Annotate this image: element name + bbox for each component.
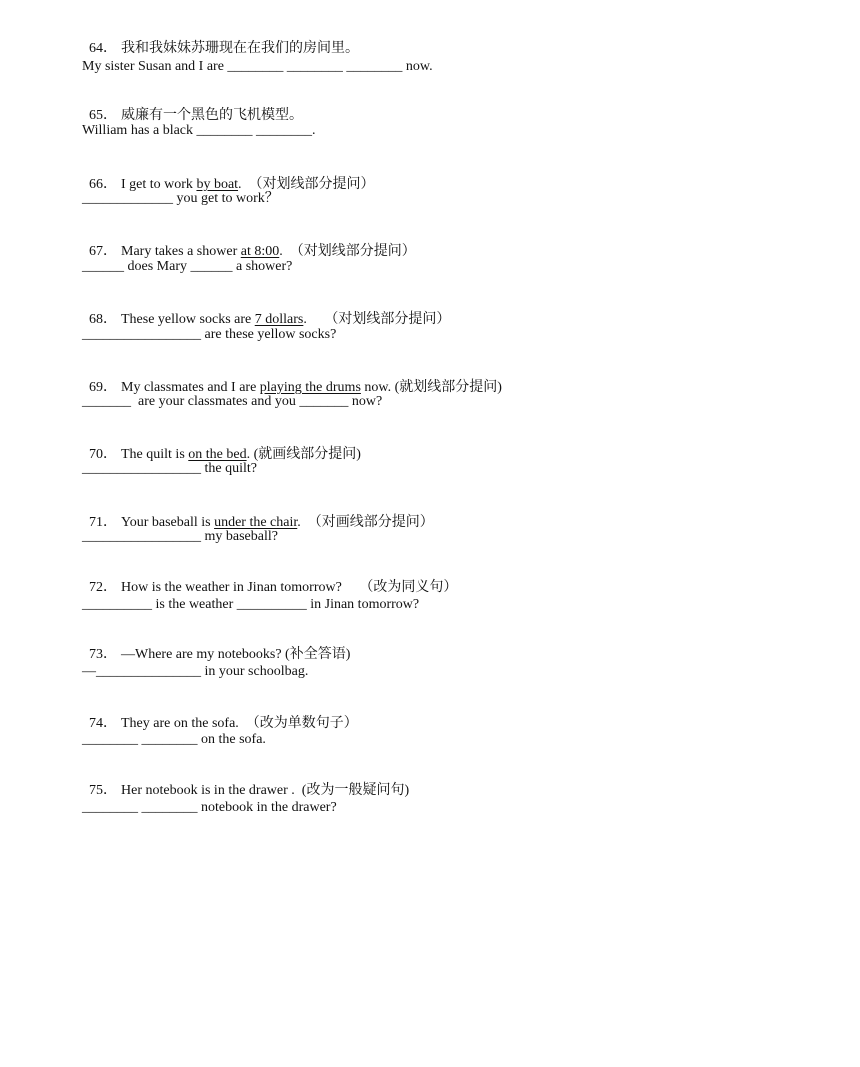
question-68-prompt (82, 293, 451, 327)
question-number: 69． (89, 380, 117, 395)
question-70-prompt (82, 428, 361, 462)
question-text: Her notebook is in the drawer . (改为一般疑问句) (121, 783, 410, 798)
question-70-answer: _________________ the quilt? (82, 461, 257, 476)
question-74-prompt (82, 697, 358, 731)
question-75-answer: ________ ________ notebook in the drawer? (82, 800, 337, 815)
question-71-answer: _________________ my baseball? (82, 529, 278, 544)
question-text: The quilt is (121, 447, 189, 462)
instruction: . （对划线部分提问） (238, 177, 375, 192)
underlined-phrase: at 8:00 (240, 244, 280, 259)
underlined-phrase: under the chair (214, 515, 298, 530)
question-66-prompt (82, 158, 375, 192)
question-number: 73． (89, 647, 117, 662)
question-73-answer: —_______________ in your schoolbag. (82, 664, 309, 679)
underlined-phrase: on the bed (188, 447, 247, 462)
question-67-answer: ______ does Mary ______ a shower? (82, 259, 293, 274)
question-text: 威廉有一个黑色的飞机模型。 (121, 108, 303, 123)
question-69-answer: _______ are your classmates and you _______ now? (82, 394, 383, 409)
question-64-prompt (82, 22, 359, 56)
question-68-answer: _________________ are these yellow socks? (82, 327, 337, 342)
instruction: now. (就划线部分提问) (360, 380, 502, 395)
question-text: 我和我妹妹苏珊现在在我们的房间里。 (121, 41, 359, 56)
question-text: I get to work (121, 177, 197, 192)
question-number: 68． (89, 312, 117, 327)
instruction: . (就画线部分提问) (246, 447, 361, 462)
question-number: 71． (89, 515, 117, 530)
question-72-answer: __________ is the weather __________ in Jinan tomorrow? (82, 597, 420, 612)
instruction: . （对划线部分提问） (303, 312, 451, 327)
question-text: My classmates and I are (121, 380, 260, 395)
question-text: —Where are my notebooks? (补全答语) (121, 647, 351, 662)
question-text: How is the weather in Jinan tomorrow? （改为同义句） (121, 580, 458, 595)
question-number: 75． (89, 783, 117, 798)
question-number: 66． (89, 177, 117, 192)
question-text: Mary takes a shower (121, 244, 241, 259)
question-67-prompt (82, 225, 416, 259)
question-number: 74． (89, 716, 117, 731)
question-text: They are on the sofa. （改为单数句子） (121, 716, 358, 731)
underlined-phrase: 7 dollars (254, 312, 304, 327)
question-text: These yellow socks are (121, 312, 255, 327)
question-number: 67． (89, 244, 117, 259)
question-71-prompt (82, 496, 434, 530)
question-74-answer: ________ ________ on the sofa. (82, 732, 266, 747)
question-64-answer: My sister Susan and I are ________ ________ ________ now. (82, 59, 433, 74)
underlined-phrase: playing the drums (259, 380, 361, 395)
underlined-phrase: by boat (196, 177, 239, 192)
instruction: . （对划线部分提问） (279, 244, 416, 259)
question-number: 64． (89, 41, 117, 56)
question-66-answer: _____________ you get to work？ (82, 191, 279, 206)
question-number: 65． (89, 108, 117, 123)
question-65-answer: William has a black ________ ________. (82, 123, 316, 138)
question-73-prompt (82, 628, 351, 662)
question-number: 72． (89, 580, 117, 595)
question-72-prompt (82, 561, 458, 595)
question-69-prompt (82, 361, 502, 395)
question-text: Your baseball is (121, 515, 215, 530)
question-65-prompt (82, 89, 303, 123)
question-number: 70． (89, 447, 117, 462)
question-75-prompt (82, 764, 410, 798)
instruction: . （对画线部分提问） (297, 515, 434, 530)
